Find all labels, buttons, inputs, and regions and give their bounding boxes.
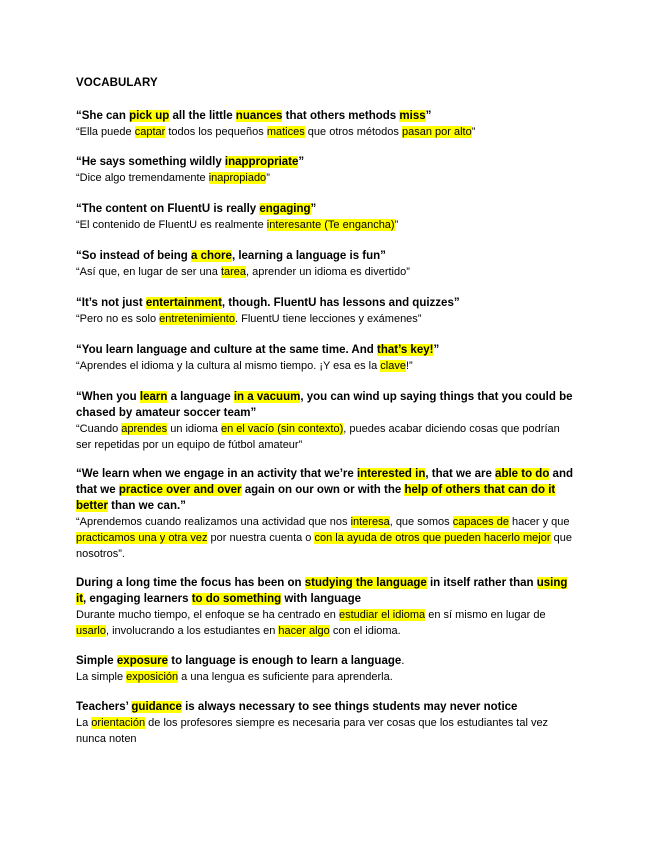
text-run: ” (433, 344, 440, 356)
highlighted-term: inappropriate (224, 156, 299, 168)
highlighted-term: clave (380, 360, 406, 372)
english-sentence (76, 575, 576, 607)
text-run: a una lengua es suficiente para aprenderla. (178, 671, 393, 683)
highlighted-term: practice over and over (118, 484, 242, 496)
text-run: ” (310, 203, 317, 215)
highlighted-term: orientación (91, 717, 146, 729)
text-run: “It’s not just (76, 297, 146, 309)
vocab-entry (76, 342, 576, 374)
text-run: !” (405, 360, 413, 372)
text-run: La (76, 717, 92, 729)
highlighted-term: tarea (220, 266, 247, 278)
vocab-entry (76, 108, 576, 140)
spanish-translation (76, 607, 576, 639)
text-run: , that we are (425, 468, 496, 480)
vocab-entry (76, 295, 576, 327)
highlighted-term: interesante (Te engancha) (266, 219, 395, 231)
highlighted-term: matices (266, 126, 305, 138)
text-run: , que somos (389, 516, 453, 528)
highlighted-term: miss (399, 110, 426, 122)
text-run: in itself rather than (426, 577, 537, 589)
text-run: “He says something wildly (76, 156, 225, 168)
text-run: de los profesores siempre es necesaria para ver cosas que los estudiantes tal vez nunca noten (76, 717, 549, 745)
highlighted-term: learn (139, 391, 168, 403)
highlighted-term: able to do (495, 468, 550, 480)
text-run: ” (394, 219, 399, 231)
text-run: “Pero no es solo (76, 313, 160, 325)
highlighted-term: in a vacuum (233, 391, 301, 403)
vocab-entry (76, 466, 576, 562)
vocab-entry (76, 248, 576, 280)
text-run: “She can (76, 110, 130, 122)
highlighted-term: a chore (191, 250, 232, 262)
highlighted-term: help of others that can do it better (76, 484, 556, 512)
text-run: with language (281, 593, 361, 605)
text-run: to language is enough to learn a language (168, 655, 402, 667)
text-run: is always necessary to see things students may never notice (181, 701, 518, 713)
text-run: , learning a language is fun” (231, 250, 386, 262)
vocab-entry (76, 653, 576, 685)
text-run: todos los pequeños (165, 126, 267, 138)
highlighted-term: pick up (129, 110, 170, 122)
text-run: Simple (76, 655, 117, 667)
text-run: ” (471, 126, 476, 138)
highlighted-term: capaces de (452, 516, 509, 528)
spanish-translation (76, 669, 576, 685)
highlighted-term: to do something (191, 593, 282, 605)
spanish-translation (76, 421, 576, 453)
spanish-translation (76, 170, 576, 186)
text-run: “Cuando (76, 423, 122, 435)
english-sentence (76, 154, 576, 170)
text-run: “El contenido de FluentU es realmente (76, 219, 267, 231)
text-run: en sí mismo en lugar de (425, 609, 546, 621)
text-run: que otros métodos (304, 126, 402, 138)
text-run: con el idioma. (329, 625, 401, 637)
text-run: that others methods (282, 110, 400, 122)
highlighted-term: practicamos una y otra vez (76, 532, 208, 544)
text-run: , you can wind up saying things that you could be chased by amateur soccer team” (76, 391, 573, 419)
text-run: “When you (76, 391, 140, 403)
highlighted-term: using it (76, 577, 568, 605)
text-run: , puedes acabar diciendo cosas que podrían ser repetidas por un equipo de fútbol amateur” (76, 423, 560, 451)
english-sentence (76, 389, 576, 421)
document-title: VOCABULARY (76, 77, 158, 89)
text-run: , involucrando a los estudiantes en (105, 625, 279, 637)
highlighted-term: interesa (350, 516, 390, 528)
highlighted-term: engaging (259, 203, 311, 215)
text-run: ” (298, 156, 305, 168)
highlighted-term: con la ayuda de otros que pueden hacerlo mejor (314, 532, 551, 544)
text-run: “Dice algo tremendamente (76, 172, 209, 184)
text-run: “Aprendes el idioma y la cultura al mismo tiempo. ¡Y esa es la (76, 360, 381, 372)
highlighted-term: nuances (235, 110, 283, 122)
text-run: than we can.” (107, 500, 186, 512)
text-run: ” (425, 110, 432, 122)
text-run: “Así que, en lugar de ser una (76, 266, 221, 278)
spanish-translation (76, 358, 576, 374)
spanish-translation (76, 264, 576, 280)
text-run: “The content on FluentU is really (76, 203, 260, 215)
english-sentence (76, 699, 576, 715)
highlighted-term: entertainment (145, 297, 222, 309)
text-run: , aprender un idioma es divertido” (246, 266, 410, 278)
spanish-translation (76, 311, 576, 327)
highlighted-term: guidance (131, 701, 182, 713)
text-run: During a long time the focus has been on (76, 577, 305, 589)
highlighted-term: pasan por alto (401, 126, 472, 138)
vocab-entry (76, 699, 576, 747)
text-run: un idioma (167, 423, 221, 435)
text-run: “Ella puede (76, 126, 135, 138)
highlighted-term: studying the language (304, 577, 427, 589)
highlighted-term: that’s key! (376, 344, 434, 356)
vocab-entry (76, 575, 576, 639)
text-run: hacer y que (508, 516, 570, 528)
vocab-entry (76, 201, 576, 233)
text-run: “You learn language and culture at the same time. And (76, 344, 377, 356)
english-sentence (76, 466, 576, 514)
english-sentence (76, 295, 576, 311)
vocab-entry (76, 389, 576, 453)
english-sentence (76, 108, 576, 124)
highlighted-term: aprendes (121, 423, 168, 435)
text-run: “Aprendemos cuando realizamos una actividad que nos (76, 516, 351, 528)
english-sentence (76, 201, 576, 217)
text-run: Teachers’ (76, 701, 132, 713)
text-run: . (401, 655, 405, 667)
vocab-entry (76, 154, 576, 186)
english-sentence (76, 248, 576, 264)
text-run: “We learn when we engage in an activity that we’re (76, 468, 357, 480)
spanish-translation (76, 514, 576, 562)
text-run: Durante mucho tiempo, el enfoque se ha centrado en (76, 609, 339, 621)
highlighted-term: exposición (126, 671, 179, 683)
highlighted-term: en el vacío (sin contexto) (220, 423, 344, 435)
text-run: a language (167, 391, 234, 403)
english-sentence (76, 653, 576, 669)
highlighted-term: exposure (116, 655, 169, 667)
highlighted-term: entretenimiento (159, 313, 235, 325)
text-run: que nosotros”. (76, 532, 572, 560)
text-run: La simple (76, 671, 127, 683)
text-run: again on our own or with the (241, 484, 405, 496)
english-sentence (76, 342, 576, 358)
text-run: all the little (169, 110, 236, 122)
text-run: , though. FluentU has lessons and quizzes” (221, 297, 460, 309)
highlighted-term: estudiar el idioma (338, 609, 426, 621)
text-run: and that we (76, 468, 573, 496)
highlighted-term: hacer algo (278, 625, 330, 637)
text-run: . FluentU tiene lecciones y exámenes” (234, 313, 422, 325)
highlighted-term: captar (134, 126, 166, 138)
text-run: por nuestra cuenta o (207, 532, 315, 544)
spanish-translation (76, 715, 576, 747)
text-run: “So instead of being (76, 250, 192, 262)
highlighted-term: usarlo (76, 625, 106, 637)
text-run: , engaging learners (83, 593, 192, 605)
spanish-translation (76, 124, 576, 140)
highlighted-term: inapropiado (208, 172, 267, 184)
highlighted-term: interested in (356, 468, 426, 480)
spanish-translation (76, 217, 576, 233)
text-run: ” (266, 172, 270, 184)
